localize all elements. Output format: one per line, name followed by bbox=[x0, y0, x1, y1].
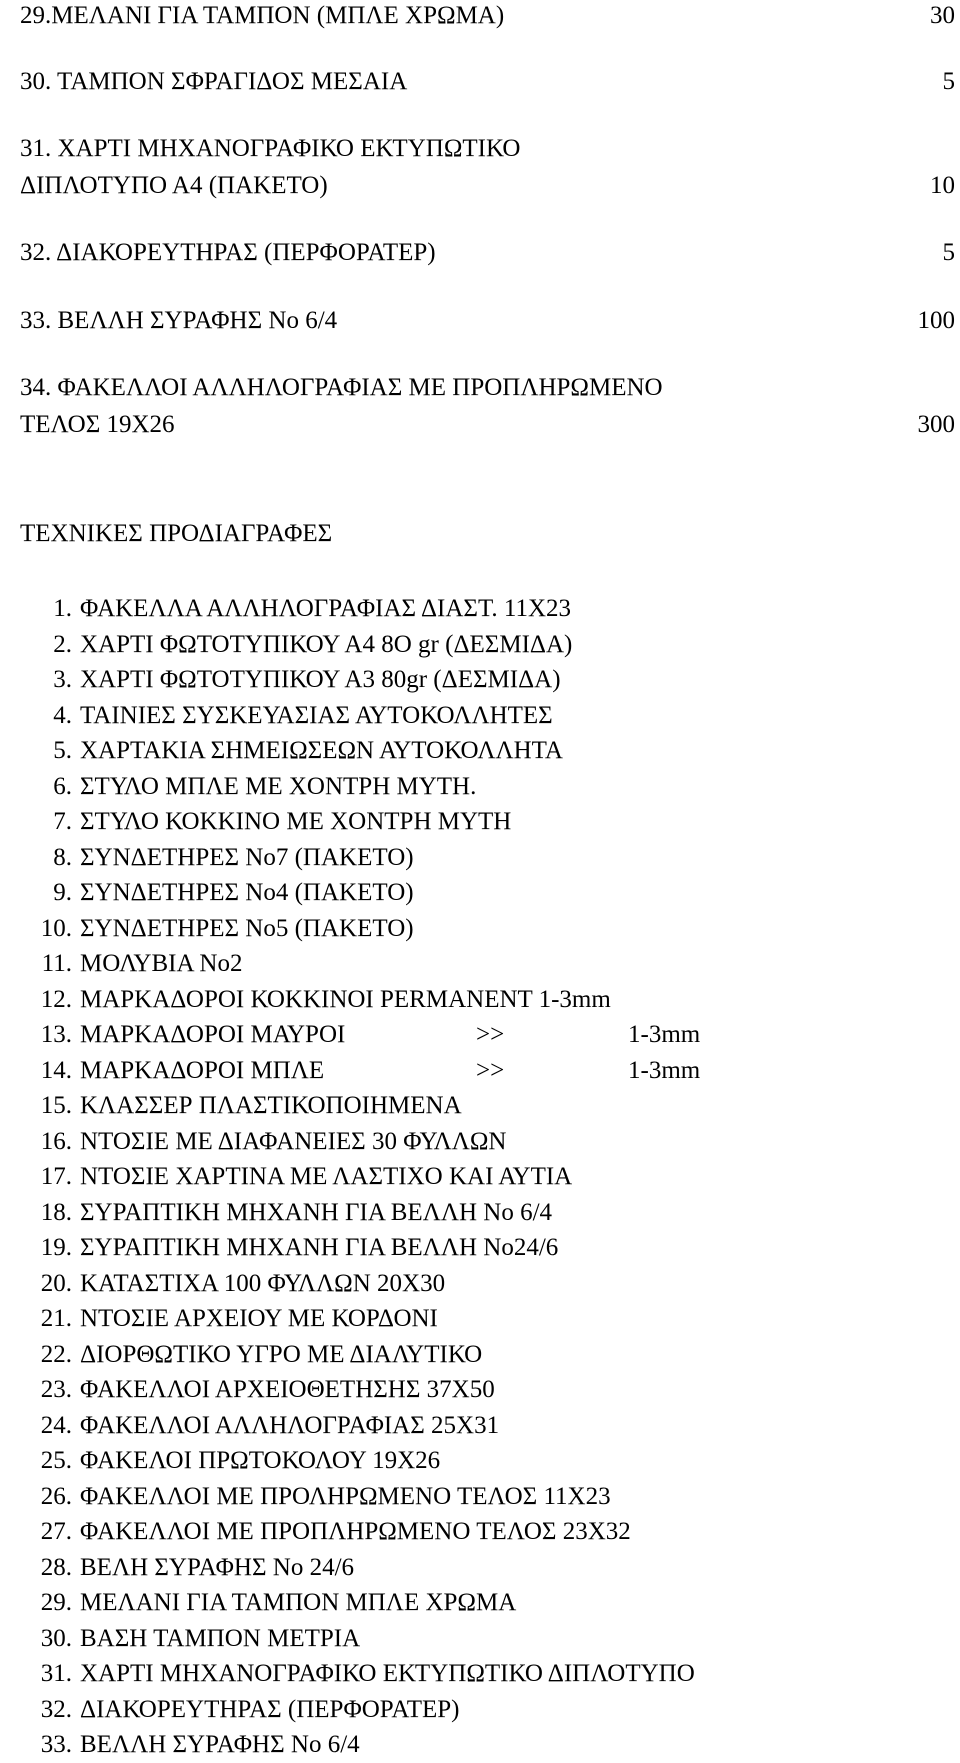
list-item bbox=[20, 1727, 940, 1763]
list-item bbox=[20, 1266, 940, 1302]
item-number: 16. bbox=[40, 1127, 72, 1155]
ditto-mark: >> bbox=[476, 1056, 505, 1084]
item-text: ΒΕΛΗ ΣΥΡΑΦΗΣ Νο 24/6 bbox=[80, 1553, 355, 1581]
item-number: 32. bbox=[40, 1695, 72, 1723]
item-text-continued: ΤΕΛΟΣ 19Χ26 bbox=[20, 411, 175, 438]
item-number: 31. bbox=[40, 1660, 72, 1687]
list-item bbox=[20, 1408, 940, 1444]
item-text: ΜΟΛΥΒΙΑ Νο2 bbox=[80, 950, 243, 977]
item-quantity: 300 bbox=[917, 411, 955, 438]
item-number: 3. bbox=[53, 666, 72, 693]
item-number: 9. bbox=[53, 879, 72, 906]
item-text: ΣΤΥΛΟ ΜΠΛΕ ΜΕ ΧΟΝΤΡΗ ΜΥΤΗ. bbox=[80, 772, 477, 800]
item-text: ΣΤΥΛΟ ΚΟΚΚΙΝΟ ΜΕ ΧΟΝΤΡΗ ΜΥΤΗ bbox=[80, 808, 512, 835]
list-item bbox=[20, 1585, 940, 1621]
item-text: ΣΥΝΔΕΤΗΡΕΣ Νο5 (ΠΑΚΕΤΟ) bbox=[80, 914, 414, 942]
item-number: 26. bbox=[40, 1482, 72, 1510]
item-text: ΒΑΣΗ ΤΑΜΠΟΝ ΜΕΤΡΙΑ bbox=[80, 1624, 361, 1652]
list-item bbox=[20, 698, 940, 734]
item-number: 11. bbox=[41, 950, 72, 977]
ditto-mark: >> bbox=[476, 1021, 505, 1048]
item-text: ΔΙΟΡΘΩΤΙΚΟ ΥΓΡΟ ΜΕ ΔΙΑΛΥΤΙΚΟ bbox=[80, 1340, 483, 1368]
spec-list bbox=[20, 591, 940, 1763]
item-number: 25. bbox=[40, 1447, 72, 1474]
item-number: 5. bbox=[53, 737, 72, 764]
item-text: ΦΑΚΕΛΛΟΙ ΑΛΛΗΛΟΓΡΑΦΙΑΣ 25Χ31 bbox=[80, 1411, 500, 1439]
item-size: 1-3mm bbox=[628, 1056, 701, 1084]
item-text: ΜΑΡΚΑΔΟΡΟΙ ΜΑΥΡΟΙ bbox=[80, 1021, 346, 1048]
list-item bbox=[20, 804, 940, 840]
item-number: 12. bbox=[40, 985, 72, 1013]
item-text: ΣΥΡΑΠΤΙΚΗ ΜΗΧΑΝΗ ΓΙΑ ΒΕΛΛΗ Νο 6/4 bbox=[80, 1198, 553, 1226]
item-text: ΝΤΟΣΙΕ ΑΡΧΕΙΟΥ ΜΕ ΚΟΡΔΟΝΙ bbox=[80, 1305, 438, 1332]
list-item bbox=[20, 1692, 940, 1728]
item-text: 30. ΤΑΜΠΟΝ ΣΦΡΑΓΙΔΟΣ ΜΕΣΑΙΑ bbox=[20, 68, 408, 95]
item-number: 20. bbox=[40, 1269, 72, 1297]
list-item bbox=[20, 1656, 940, 1692]
item-text: ΝΤΟΣΙΕ ΧΑΡΤΙΝΑ ΜΕ ΛΑΣΤΙΧΟ ΚΑΙ ΑΥΤΙΑ bbox=[80, 1163, 573, 1190]
item-text: ΧΑΡΤΙ ΦΩΤΟΤΥΠΙΚΟΥ Α3 80gr (ΔΕΣΜΙΔΑ) bbox=[80, 666, 561, 693]
item-text-continued: ΔΙΠΛΟΤΥΠΟ Α4 (ΠΑΚΕΤΟ) bbox=[20, 172, 328, 199]
item-text: 29.ΜΕΛΑΝΙ ΓΙΑ ΤΑΜΠΟΝ (ΜΠΛΕ ΧΡΩΜΑ) bbox=[20, 2, 505, 29]
item-number: 28. bbox=[40, 1553, 72, 1581]
item-number: 2. bbox=[53, 630, 72, 658]
item-number: 15. bbox=[40, 1092, 72, 1119]
list-item bbox=[20, 1017, 940, 1053]
list-item bbox=[20, 1479, 940, 1515]
item-number: 1. bbox=[53, 595, 72, 622]
list-item bbox=[20, 946, 940, 982]
item-text: ΦΑΚΕΛΛΑ ΑΛΛΗΛΟΓΡΑΦΙΑΣ ΔΙΑΣΤ. 11Χ23 bbox=[80, 595, 572, 622]
item-number: 30. bbox=[40, 1624, 72, 1652]
list-item bbox=[20, 1514, 940, 1550]
item-text: 31. ΧΑΡΤΙ ΜΗΧΑΝΟΓΡΑΦΙΚΟ ΕΚΤΥΠΩΤΙΚΟ bbox=[20, 135, 521, 162]
item-number: 27. bbox=[40, 1518, 72, 1545]
item-number: 10. bbox=[40, 914, 72, 942]
list-item bbox=[20, 733, 940, 769]
item-text: ΝΤΟΣΙΕ ΜΕ ΔΙΑΦΑΝΕΙΕΣ 30 ΦΥΛΛΩΝ bbox=[80, 1127, 507, 1155]
item-text: ΒΕΛΛΗ ΣΥΡΑΦΗΣ Νο 6/4 bbox=[80, 1731, 360, 1758]
item-quantity: 5 bbox=[942, 68, 955, 95]
list-item bbox=[20, 1550, 940, 1586]
list-item bbox=[20, 982, 940, 1018]
list-item bbox=[20, 840, 940, 876]
list-item bbox=[20, 1372, 940, 1408]
list-item bbox=[20, 769, 940, 805]
list-item bbox=[20, 911, 940, 947]
item-text: ΣΥΝΔΕΤΗΡΕΣ Νο4 (ΠΑΚΕΤΟ) bbox=[80, 879, 414, 906]
item-text: 32. ΔΙΑΚΟΡΕΥΤΗΡΑΣ (ΠΕΡΦΟΡΑΤΕΡ) bbox=[20, 239, 436, 266]
item-number: 23. bbox=[40, 1376, 72, 1403]
item-text: ΧΑΡΤΙ ΜΗΧΑΝΟΓΡΑΦΙΚΟ ΕΚΤΥΠΩΤΙΚΟ ΔΙΠΛΟΤΥΠΟ bbox=[80, 1660, 695, 1687]
item-quantity: 30 bbox=[930, 2, 955, 29]
item-number: 17. bbox=[40, 1163, 72, 1190]
list-item bbox=[20, 1443, 940, 1479]
item-number: 19. bbox=[40, 1234, 72, 1261]
item-text: ΜΕΛΑΝΙ ΓΙΑ ΤΑΜΠΟΝ ΜΠΛΕ ΧΡΩΜΑ bbox=[80, 1589, 517, 1616]
item-text: ΔΙΑΚΟΡΕΥΤΗΡΑΣ (ΠΕΡΦΟΡΑΤΕΡ) bbox=[80, 1695, 460, 1723]
item-text: ΜΑΡΚΑΔΟΡΟΙ ΚΟΚΚΙΝΟΙ PERMANENT 1-3mm bbox=[80, 985, 611, 1013]
list-item bbox=[20, 1124, 940, 1160]
list-item bbox=[20, 627, 940, 663]
item-text: ΦΑΚΕΛΛΟΙ ΑΡΧΕΙΟΘΕΤΗΣΗΣ 37Χ50 bbox=[80, 1376, 495, 1403]
list-item bbox=[20, 1053, 940, 1089]
item-text: ΤΑΙΝΙΕΣ ΣΥΣΚΕΥΑΣΙΑΣ ΑΥΤΟΚΟΛΛΗΤΕΣ bbox=[80, 701, 553, 729]
list-item bbox=[20, 1159, 940, 1195]
list-item bbox=[20, 662, 940, 698]
item-text: 34. ΦΑΚΕΛΛΟΙ ΑΛΛΗΛΟΓΡΑΦΙΑΣ ΜΕ ΠΡΟΠΛΗΡΩΜΕΝΟ bbox=[20, 374, 663, 401]
item-number: 29. bbox=[40, 1589, 72, 1616]
item-number: 22. bbox=[40, 1340, 72, 1368]
item-number: 24. bbox=[40, 1411, 72, 1439]
item-number: 21. bbox=[40, 1305, 72, 1332]
item-text: ΦΑΚΕΛΟΙ ΠΡΩΤΟΚΟΛΟΥ 19Χ26 bbox=[80, 1447, 441, 1474]
item-number: 18. bbox=[40, 1198, 72, 1226]
item-text: ΣΥΝΔΕΤΗΡΕΣ Νο7 (ΠΑΚΕΤΟ) bbox=[80, 843, 414, 871]
item-number: 13. bbox=[40, 1021, 72, 1048]
item-quantity: 5 bbox=[942, 239, 955, 266]
item-text: ΧΑΡΤΙ ΦΩΤΟΤΥΠΙΚΟΥ Α4 8Ο gr (ΔΕΣΜΙΔΑ) bbox=[80, 630, 573, 658]
item-text: ΜΑΡΚΑΔΟΡΟΙ ΜΠΛΕ bbox=[80, 1056, 325, 1084]
list-item bbox=[20, 1088, 940, 1124]
list-item bbox=[20, 875, 940, 911]
item-number: 33. bbox=[40, 1731, 72, 1758]
item-number: 8. bbox=[53, 843, 72, 871]
list-item bbox=[20, 1301, 940, 1337]
item-quantity: 100 bbox=[917, 307, 955, 334]
item-text: ΦΑΚΕΛΛΟΙ ΜΕ ΠΡΟΛΗΡΩΜΕΝΟ ΤΕΛΟΣ 11Χ23 bbox=[80, 1482, 611, 1510]
item-text: ΦΑΚΕΛΛΟΙ ΜΕ ΠΡΟΠΛΗΡΩΜΕΝΟ ΤΕΛΟΣ 23Χ32 bbox=[80, 1518, 631, 1545]
item-text: ΧΑΡΤΑΚΙΑ ΣΗΜΕΙΩΣΕΩΝ ΑΥΤΟΚΟΛΛΗΤΑ bbox=[80, 737, 563, 764]
item-text: ΚΛΑΣΣΕΡ ΠΛΑΣΤΙΚΟΠΟΙΗΜΕΝΑ bbox=[80, 1092, 462, 1119]
list-item bbox=[20, 591, 940, 627]
item-text: ΣΥΡΑΠΤΙΚΗ ΜΗΧΑΝΗ ΓΙΑ ΒΕΛΛΗ Νο24/6 bbox=[80, 1234, 559, 1261]
item-number: 14. bbox=[40, 1056, 72, 1084]
list-item bbox=[20, 1621, 940, 1657]
item-size: 1-3mm bbox=[628, 1021, 701, 1048]
item-text: ΚΑΤΑΣΤΙΧΑ 100 ΦΥΛΛΩΝ 20Χ30 bbox=[80, 1269, 446, 1297]
item-text: 33. ΒΕΛΛΗ ΣΥΡΑΦΗΣ Νο 6/4 bbox=[20, 307, 338, 334]
list-item bbox=[20, 1337, 940, 1373]
section-heading: ΤΕΧΝΙΚΕΣ ΠΡΟΔΙΑΓΡΑΦΕΣ bbox=[20, 520, 333, 547]
list-item bbox=[20, 1195, 940, 1231]
item-quantity: 10 bbox=[930, 172, 955, 199]
item-number: 7. bbox=[53, 808, 72, 835]
item-number: 6. bbox=[53, 772, 72, 800]
list-item bbox=[20, 1230, 940, 1266]
item-number: 4. bbox=[53, 701, 72, 729]
